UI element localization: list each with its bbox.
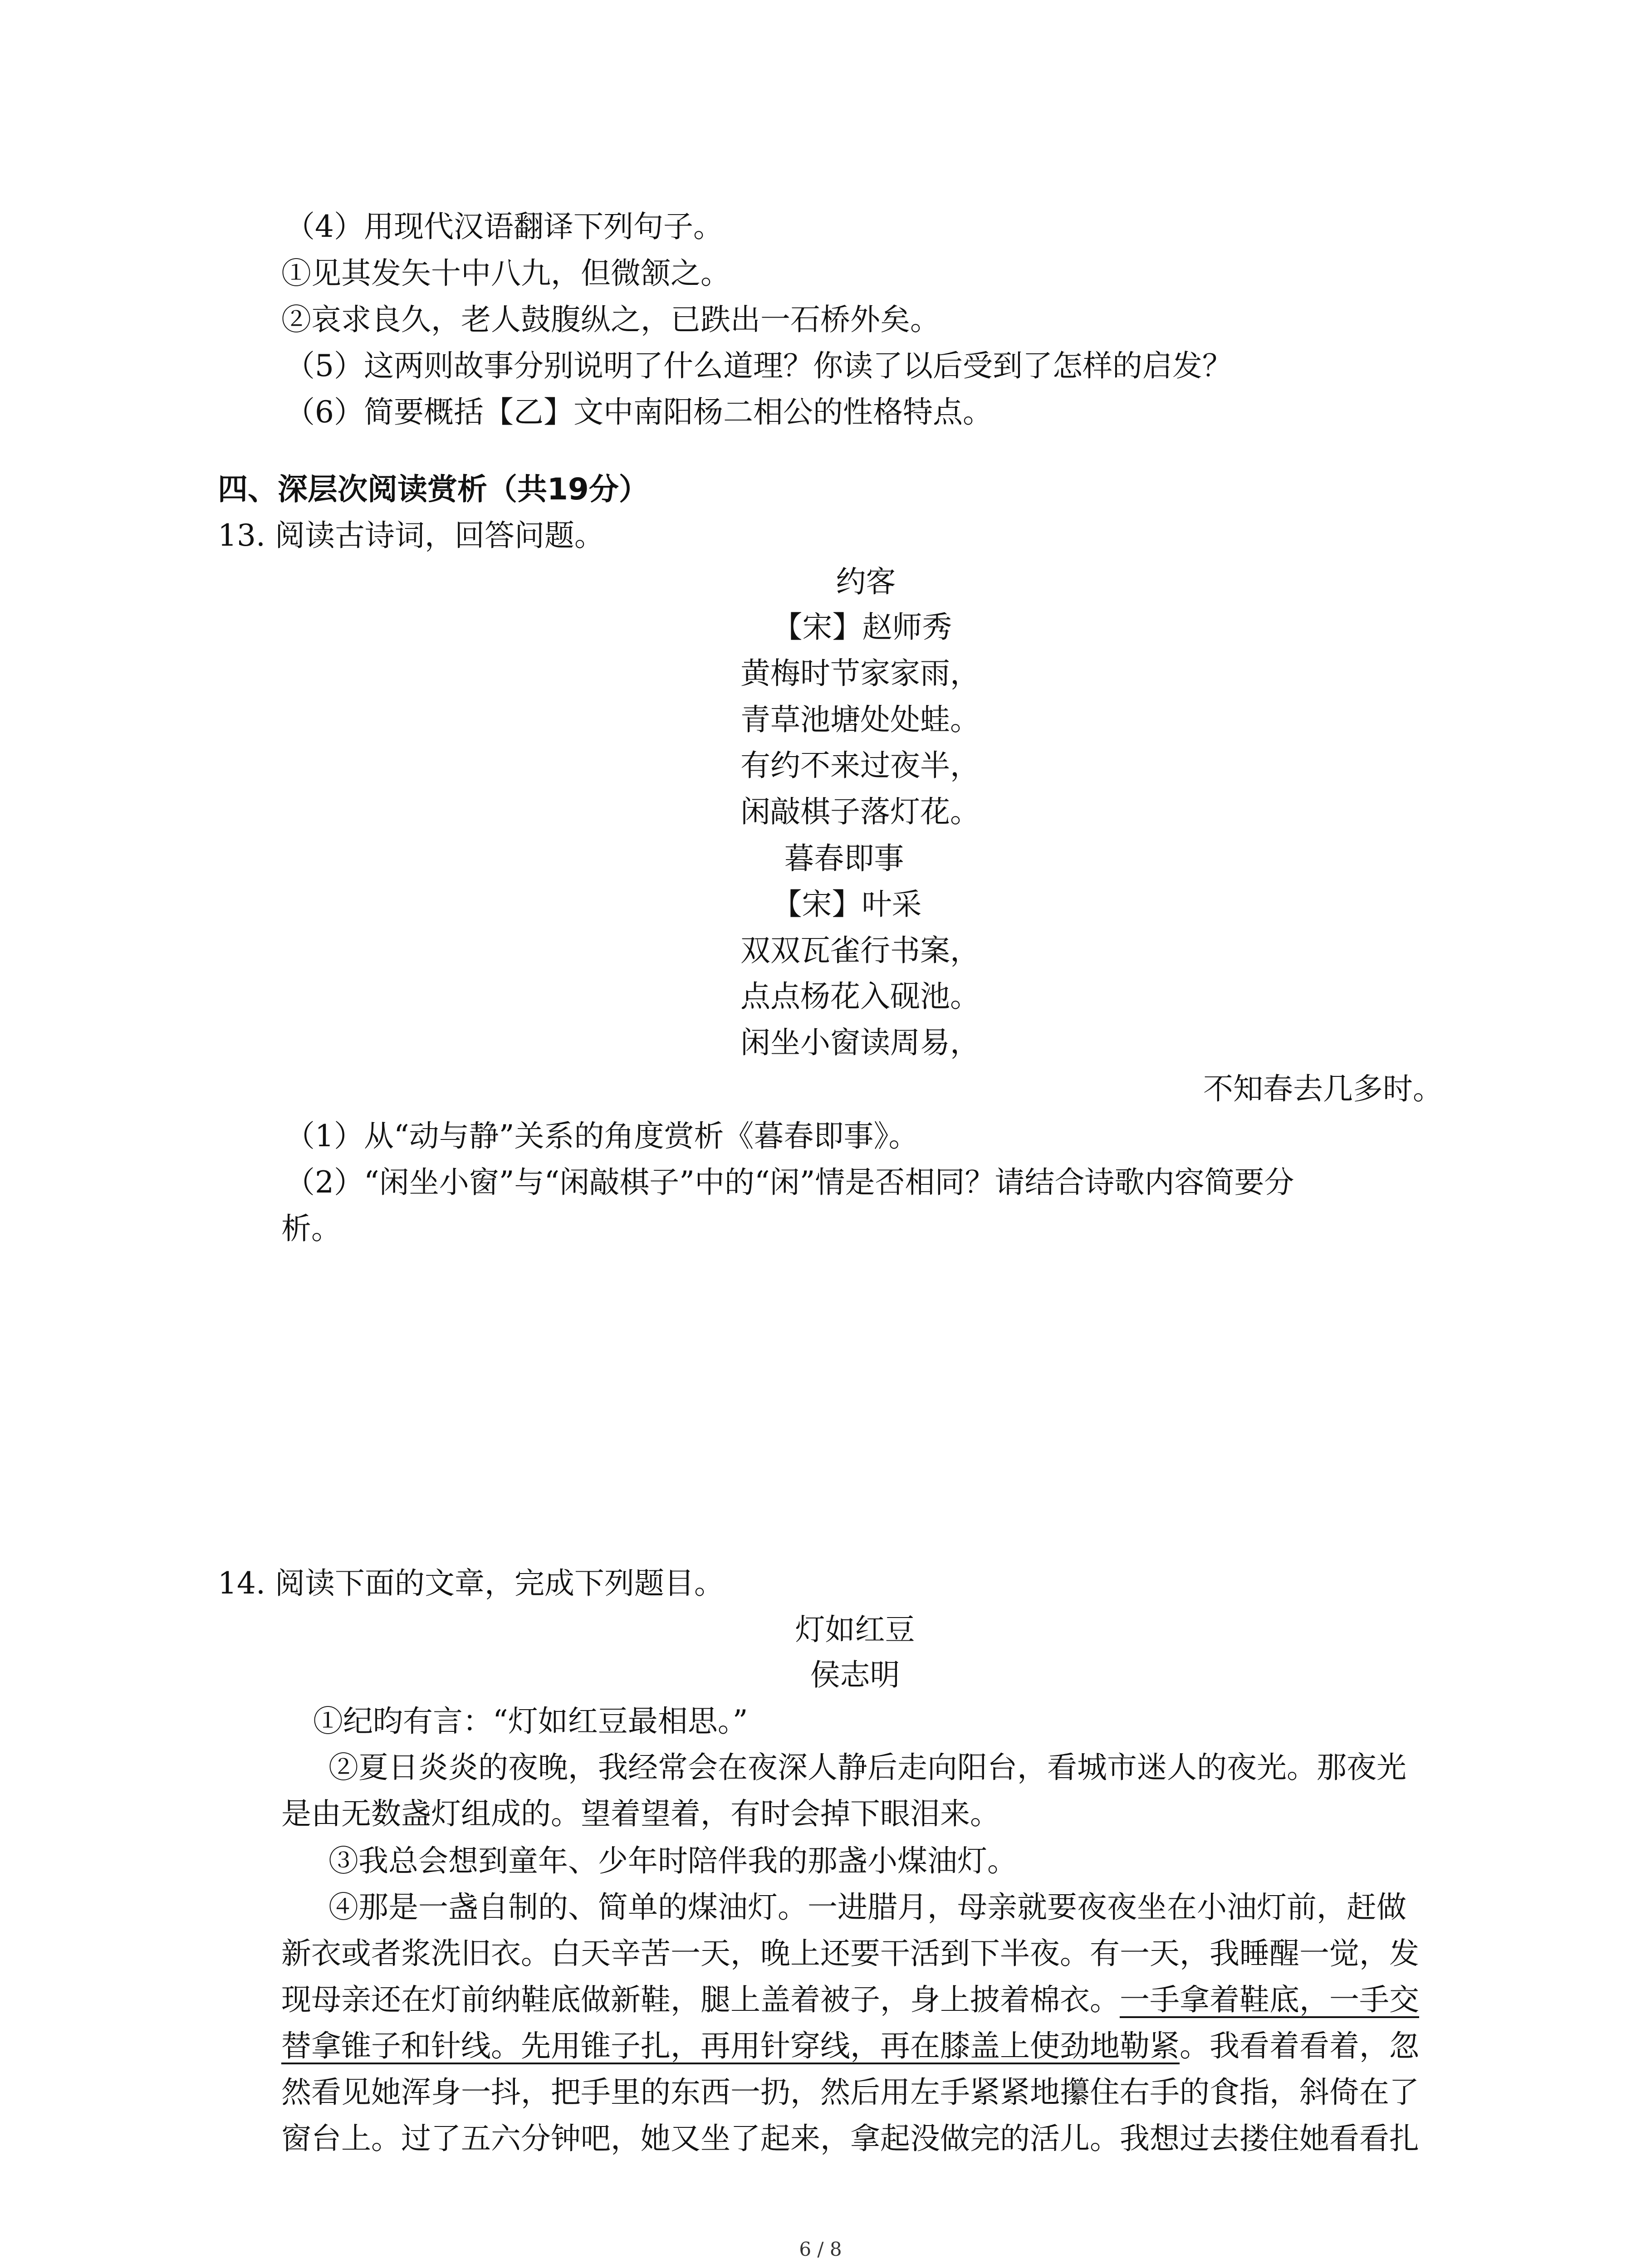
poem1-author: 【宋】赵师秀 [772,610,952,645]
poem2-line: 不知春去几多时。 [1203,1071,1443,1106]
q12-sub4: （4）用现代汉语翻译下列句子。 [285,209,723,244]
q13-prompt: 13. 阅读古诗词，回答问题。 [218,518,604,553]
poem2-title: 暮春即事 [784,841,904,876]
article-paragraph-4-line: 然看见她浑身一抖，把手里的东西一扔，然后用左手紧紧地攥住右手的食指，斜倚在了 [281,2075,1419,2110]
q14-prompt: 14. 阅读下面的文章，完成下列题目。 [218,1566,724,1601]
q12-sentence-1: ①见其发矢十中八九，但微颔之。 [281,256,730,291]
article-paragraph-2: ②夏日炎炎的夜晚，我经常会在夜深人静后走向阳台，看城市迷人的夜光。那夜光 [328,1750,1406,1785]
article-paragraph-4-line [281,1980,1419,2020]
poem2-line: 双双瓦雀行书案， [740,933,980,968]
q12-sub5: （5）这两则故事分别说明了什么道理？你读了以后受到了怎样的启发？ [285,348,1232,383]
article-paragraph-4-line: 窗台上。过了五六分钟吧，她又坐了起来，拿起没做完的活儿。我想过去搂住她看看扎 [281,2121,1419,2156]
article-paragraph-3: ③我总会想到童年、少年时陪伴我的那盏小煤油灯。 [328,1843,1017,1878]
page-number: 6 / 8 [799,2238,842,2260]
plain-text: 。我看着看着，忽 [1180,2028,1419,2063]
q12-sentence-2: ②哀求良久，老人鼓腹纵之，已跌出一石桥外矣。 [281,302,940,337]
poem2-author: 【宋】叶采 [772,887,922,922]
underlined-text: 一手拿着鞋底，一手交 [1120,1982,1419,2017]
plain-text: 现母亲还在灯前纳鞋底做新鞋，腿上盖着被子，身上披着棉衣。 [281,1982,1120,2017]
q12-sub6: （6）简要概括【乙】文中南阳杨二相公的性格特点。 [285,395,993,430]
q13-sub1: （1）从“动与静”关系的角度赏析《暮春即事》。 [285,1119,919,1154]
article-paragraph-4: ④那是一盏自制的、简单的煤油灯。一进腊月，母亲就要夜夜坐在小油灯前，赶做 [328,1890,1406,1925]
article-paragraph-4-line: 新衣或者浆洗旧衣。白天辛苦一天，晚上还要干活到下半夜。有一天，我睡醒一觉，发 [281,1936,1419,1971]
poem2-line: 点点杨花入砚池。 [740,979,980,1014]
article-author: 侯志明 [810,1657,900,1692]
poem1-line: 黄梅时节家家雨， [740,656,980,691]
poem1-line: 有约不来过夜半， [740,748,980,783]
poem2-line: 闲坐小窗读周易， [740,1025,980,1060]
underlined-text: 替拿锥子和针线。先用锥子扎，再用针穿线，再在膝盖上使劲地勒紧 [281,2028,1180,2063]
article-paragraph-2-line: 是由无数盏灯组成的。望着望着，有时会掉下眼泪来。 [281,1796,1000,1831]
poem1-line: 青草池塘处处蛙。 [740,702,980,737]
q13-sub2: （2）“闲坐小窗”与“闲敲棋子”中的“闲”情是否相同？请结合诗歌内容简要分 [285,1165,1294,1200]
section-4-heading: 四、深层次阅读赏析（共19分） [218,472,649,507]
article-paragraph-4-line [281,2026,1419,2067]
q13-sub2-continuation: 析。 [281,1211,341,1246]
poem1-line: 闲敲棋子落灯花。 [740,794,980,829]
poem1-title: 约客 [836,564,896,599]
article-paragraph-1: ①纪昀有言：“灯如红豆最相思。” [313,1704,748,1739]
article-title: 灯如红豆 [795,1612,915,1647]
